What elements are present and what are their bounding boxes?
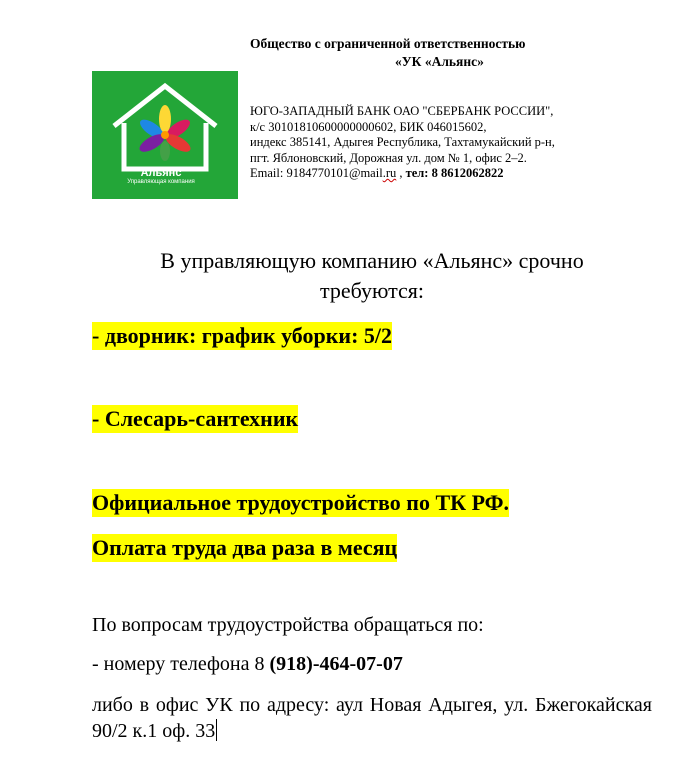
contacts-phone-line	[92, 651, 403, 677]
vacancy-janitor: - дворник: график уборки: 5/2	[92, 323, 393, 348]
text-cursor	[216, 719, 217, 741]
headline-line-1: В управляющую компанию «Альянс» срочно	[160, 248, 584, 273]
phone-number: (918)-464-07-07	[269, 653, 403, 675]
bank-details	[250, 104, 670, 182]
phone-prefix: - номеру телефона 8	[92, 653, 270, 675]
company-legal-form: Общество с ограниченной ответственностью	[250, 36, 526, 51]
vacancy-plumber: - Слесарь-сантехник	[92, 406, 299, 431]
logo-brand: Альянс	[140, 167, 182, 179]
office-address-text: либо в офис УК по адресу: аул Новая Адыгея, ул. Бжегокайская 90/2 к.1 оф. 33	[92, 694, 652, 742]
postal-address-2: пгт. Яблоновский, Дорожная ул. дом № 1, офис 2–2.	[250, 150, 527, 165]
company-logo	[92, 71, 238, 199]
headline-line-2: требуются:	[319, 278, 425, 303]
logo-tagline: Управляющая компания	[127, 179, 195, 185]
condition-employment: Официальное трудоустройство по ТК РФ.	[92, 490, 510, 515]
contact-separator: ,	[396, 166, 406, 180]
bank-name: ЮГО-ЗАПАДНЫЙ БАНК ОАО "СБЕРБАНК РОССИИ",	[250, 104, 554, 118]
postal-address-1: индекс 385141, Адыгея Республика, Тахтамукайский р-н,	[250, 135, 555, 149]
company-header	[250, 35, 670, 71]
bank-account: к/с 30101810600000000602, БИК 046015602,	[250, 119, 487, 134]
office-address	[92, 692, 652, 744]
company-name: «УК «Альянс»	[395, 54, 484, 69]
contact-line	[250, 166, 670, 182]
contact-phone: тел: 8 8612062822	[405, 166, 504, 180]
contacts-intro: По вопросам трудоустройства обращаться по:	[92, 614, 484, 636]
email-text: Email: 9184770101@mail	[250, 166, 383, 180]
page-headline	[92, 246, 652, 306]
email-tld: .ru	[382, 166, 397, 180]
condition-payment: Оплата труда два раза в месяц	[92, 535, 398, 560]
